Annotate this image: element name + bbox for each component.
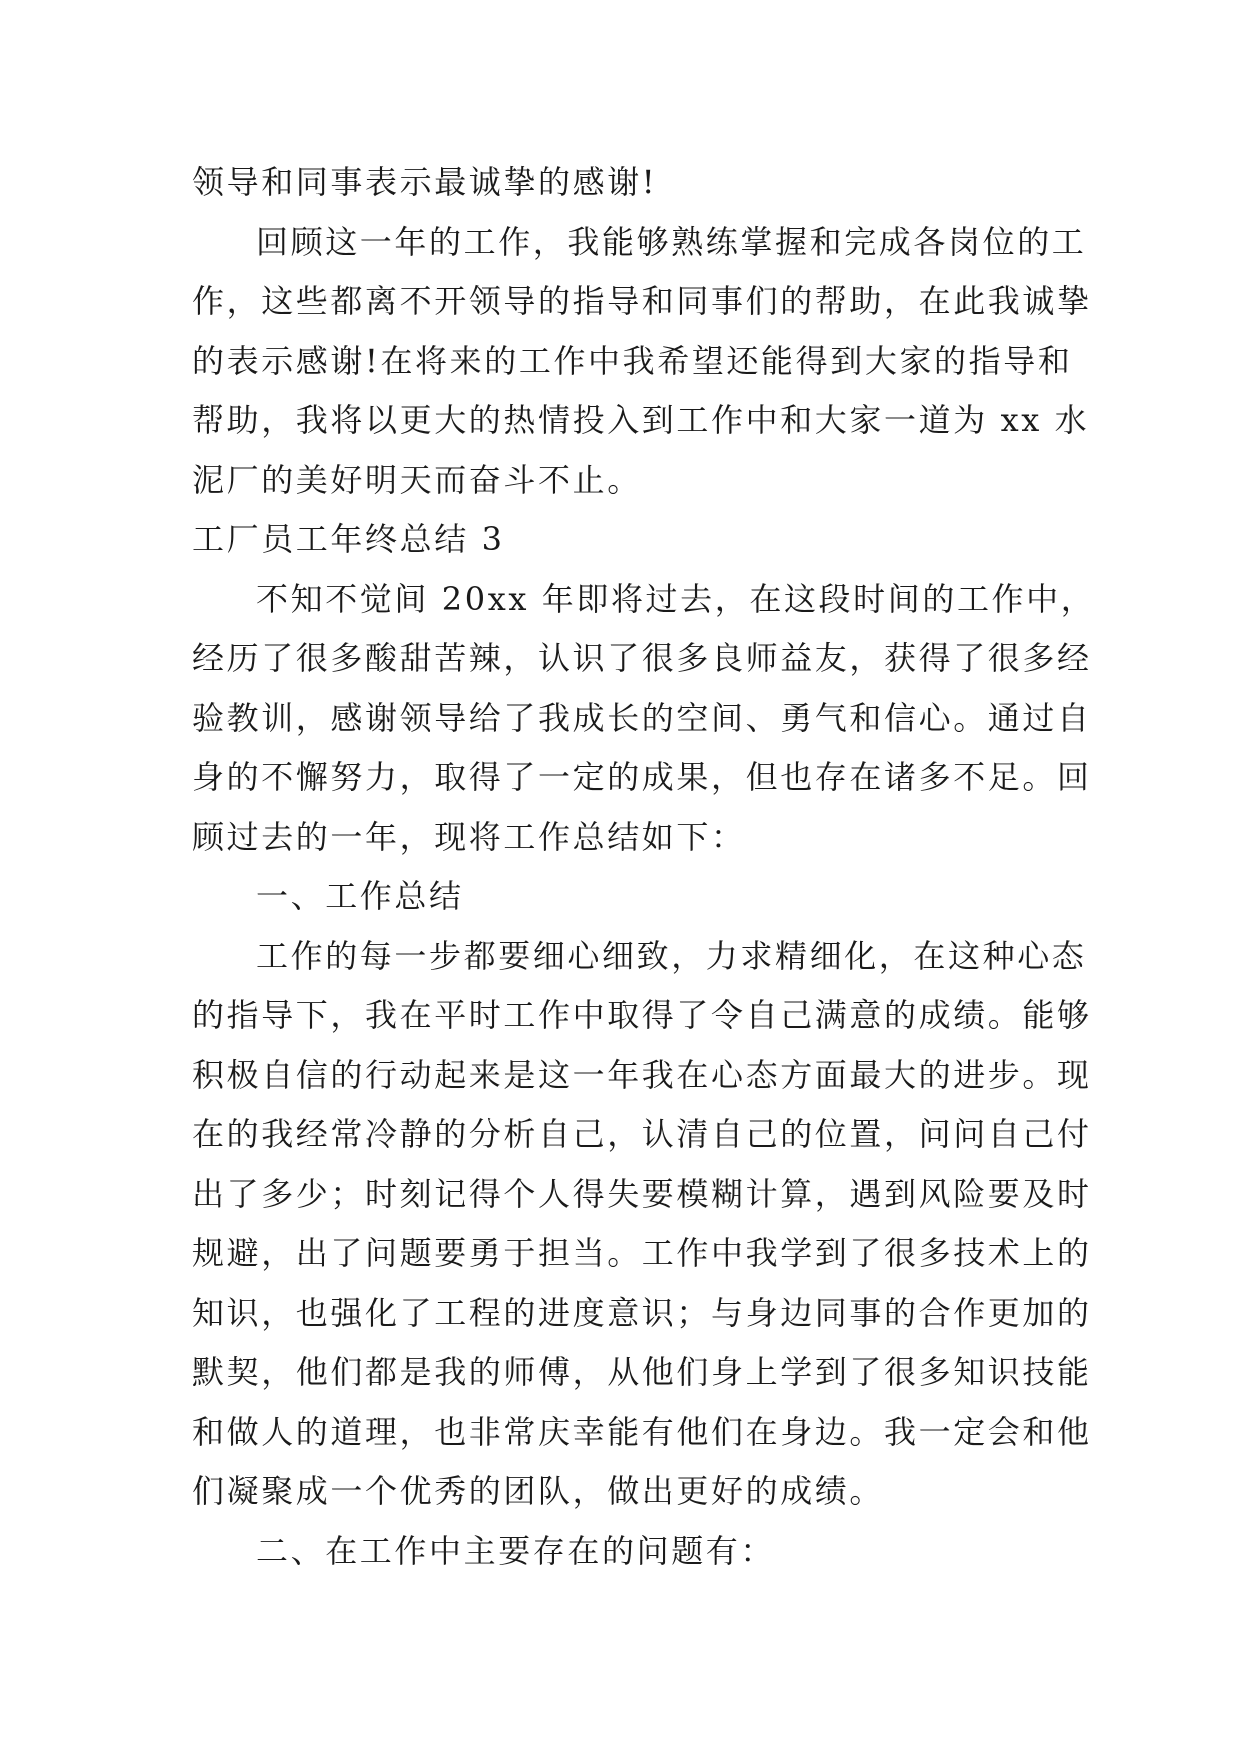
text-line: 顾过去的一年，现将工作总结如下：: [192, 817, 746, 856]
text-line: 回顾这一年的工作，我能够熟练掌握和完成各岗位的工: [256, 222, 1087, 261]
text-line: 不知不觉间 20xx 年即将过去，在这段时间的工作中，: [256, 579, 1096, 618]
text-line: 默契，他们都是我的师傅，从他们身上学到了很多知识技能: [192, 1353, 1092, 1391]
text-line: 在的我经常冷静的分析自己，认清自己的位置，问问自己付: [192, 1115, 1092, 1153]
text-line: 泥厂的美好明天而奋斗不止。: [192, 460, 642, 499]
text-line: 出了多少；时刻记得个人得失要模糊计算，遇到风险要及时: [192, 1174, 1092, 1213]
text-line: 工作的每一步都要细心细致，力求精细化，在这种心态: [256, 936, 1087, 975]
section-heading: 工厂员工年终总结 3: [192, 520, 505, 558]
text-line: 帮助，我将以更大的热情投入到工作中和大家一道为 xx 水: [192, 401, 1090, 439]
text-line: 和做人的道理，也非常庆幸能有他们在身边。我一定会和他: [192, 1412, 1092, 1451]
text-line: 验教训，感谢领导给了我成长的空间、勇气和信心。通过自: [192, 698, 1092, 737]
text-line: 的指导下，我在平时工作中取得了令自己满意的成绩。能够: [192, 996, 1092, 1034]
text-line: 的表示感谢!在将来的工作中我希望还能得到大家的指导和: [192, 341, 1073, 380]
text-line: 身的不懈努力，取得了一定的成果，但也存在诸多不足。回: [192, 758, 1092, 796]
document-body: [192, 153, 1096, 1581]
text-line: 知识，也强化了工程的进度意识；与身边同事的合作更加的: [192, 1293, 1092, 1332]
text-line: 作，这些都离不开领导的指导和同事们的帮助，在此我诚挚: [192, 282, 1092, 320]
text-line: 经历了很多酸甜苦辣，认识了很多良师益友，获得了很多经: [192, 639, 1092, 677]
text-line: 一、工作总结: [256, 877, 464, 915]
text-line: 领导和同事表示最诚挚的感谢!: [192, 163, 658, 201]
text-line: 规避，出了问题要勇于担当。工作中我学到了很多技术上的: [192, 1234, 1092, 1272]
text-line: 们凝聚成一个优秀的团队，做出更好的成绩。: [192, 1472, 885, 1510]
text-line: 二、在工作中主要存在的问题有：: [256, 1531, 776, 1570]
text-line: 积极自信的行动起来是这一年我在心态方面最大的进步。现: [192, 1055, 1092, 1094]
